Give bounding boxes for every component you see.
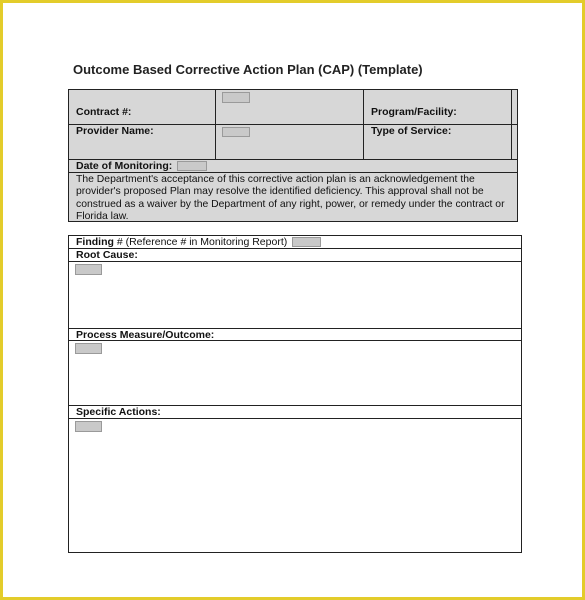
finding-label-reference: # (Reference # in Monitoring Report) [113,236,288,248]
provider-name-label: Provider Name: [76,125,154,137]
finding-table [68,235,522,553]
root-cause-field[interactable] [75,264,102,275]
contract-label: Contract #: [76,106,132,118]
finding-row-divider-2 [68,261,522,262]
finding-label [76,236,287,248]
specific-actions-field[interactable] [75,421,102,432]
specific-actions-label: Specific Actions: [76,406,161,418]
date-of-monitoring-label: Date of Monitoring: [76,160,173,172]
contract-field[interactable] [222,92,250,103]
finding-reference-field[interactable] [292,237,321,247]
document-title: Outcome Based Corrective Action Plan (CAP) (Template) [73,62,423,77]
acknowledgement-text: The Department's acceptance of this corrective action plan is an acknowledgement the provider's proposed Plan may resolve the identified deficiency. This approval shall not be construed as a waiver by the Department of any right, power, or remedy under the contract or Florida law. [76,174,505,222]
provider-name-field[interactable] [222,127,250,137]
header-row-divider-3 [68,172,518,173]
process-measure-label: Process Measure/Outcome: [76,329,215,341]
process-measure-field[interactable] [75,343,102,354]
finding-row-divider-6 [68,418,522,419]
date-of-monitoring-field[interactable] [177,161,207,171]
program-facility-label: Program/Facility: [371,106,457,118]
finding-label-bold: Finding [76,236,114,248]
type-of-service-label: Type of Service: [371,125,452,137]
root-cause-label: Root Cause: [76,249,138,261]
